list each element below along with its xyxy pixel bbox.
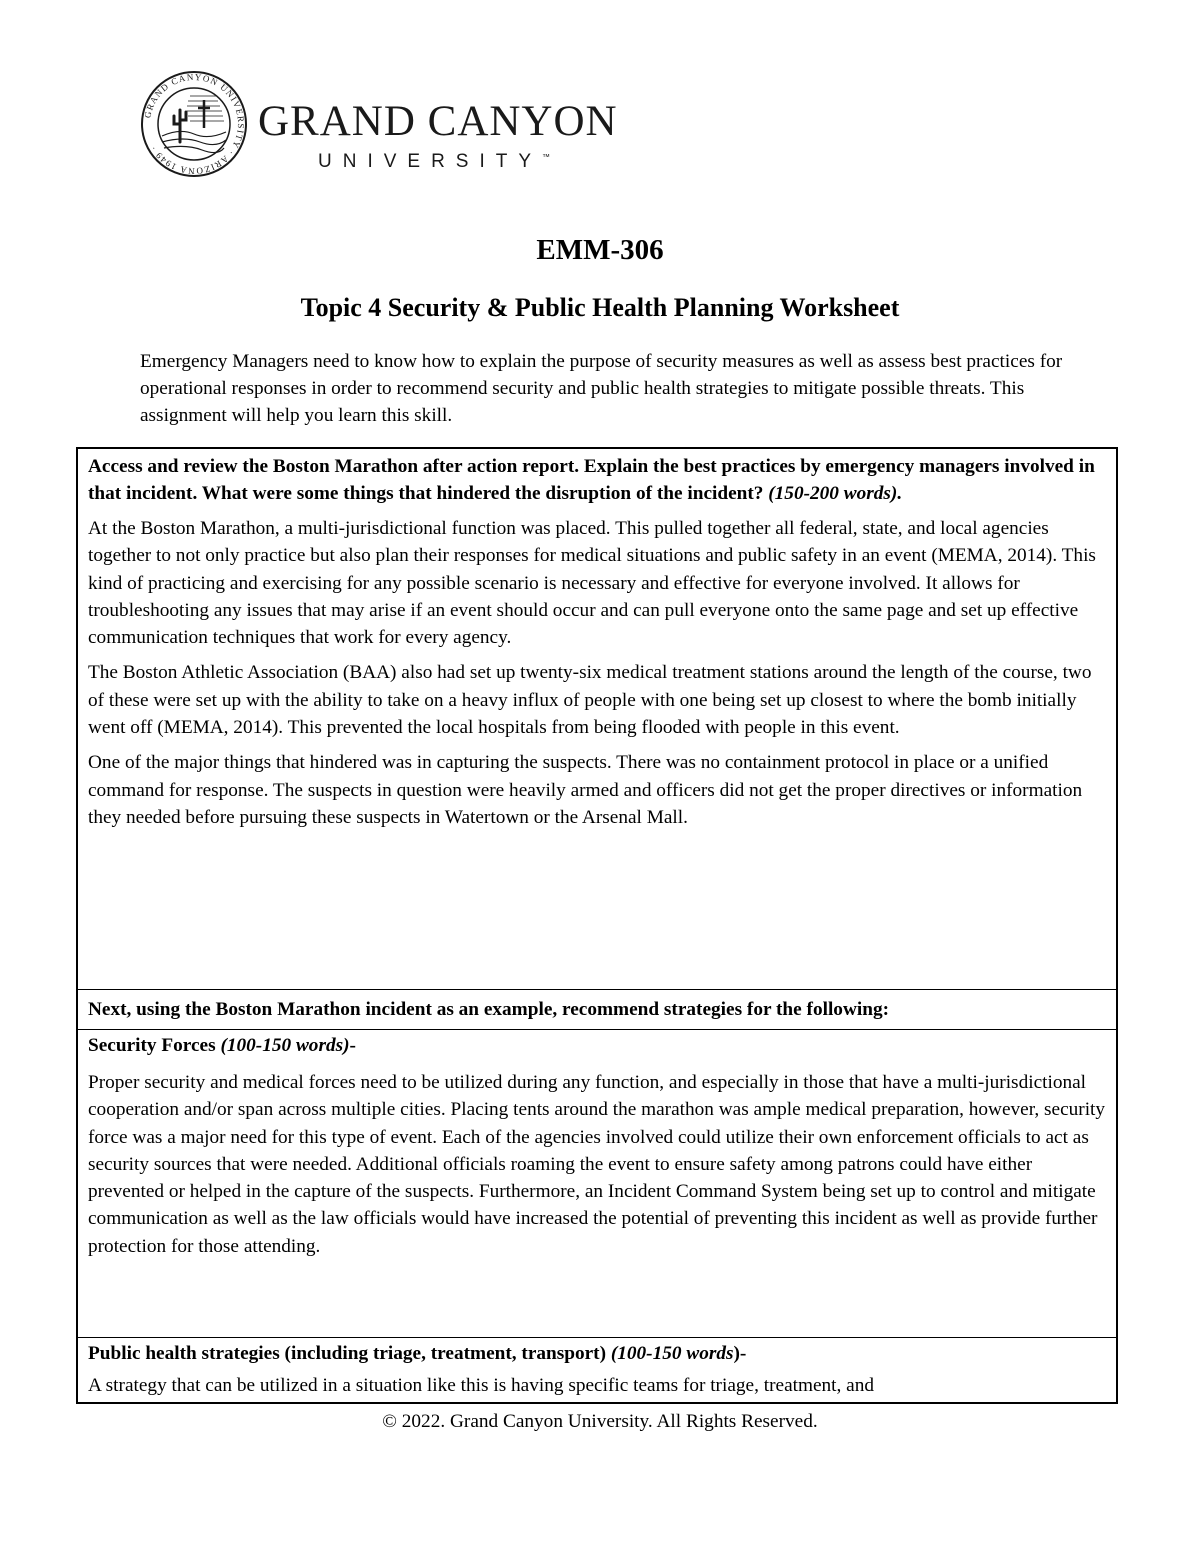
security-forces-cell bbox=[78, 1030, 1116, 1338]
question-text bbox=[88, 453, 1106, 507]
security-forces-heading bbox=[88, 1032, 1106, 1059]
svg-text:GRAND CANYON UNIVERSITY · ARIZ: GRAND CANYON UNIVERSITY · ARIZONA 1949 · bbox=[142, 71, 247, 177]
intro-paragraph: Emergency Managers need to know how to explain the purpose of security measures as well as assess best practices for operational responses in order to recommend security and public health strategies to mitigate possible threats. This assignment will help you learn this skill. bbox=[140, 351, 1063, 426]
university-logo bbox=[140, 70, 620, 180]
public-health-label: Public health strategies (including triage, treatment, transport) bbox=[88, 1343, 611, 1364]
security-forces-label: Security Forces bbox=[88, 1035, 221, 1056]
course-code: EMM-306 bbox=[536, 234, 664, 266]
copyright-footer: © 2022. Grand Canyon University. All Rights Reserved. bbox=[382, 1411, 818, 1432]
university-seal-icon bbox=[140, 70, 248, 178]
public-health-cell bbox=[78, 1338, 1116, 1404]
question-prompt: Access and review the Boston Marathon after action report. Explain the best practices by emergency managers involved in that incident. What were some things that hindered the disruption of the incident? bbox=[88, 456, 1095, 504]
question-cell-best-practices bbox=[78, 449, 1116, 990]
public-health-heading bbox=[88, 1340, 1106, 1367]
strategies-heading-cell bbox=[78, 990, 1116, 1030]
answer-paragraph: Proper security and medical forces need to be utilized during any function, and especially in those that have a multi-jurisdictional cooperation and/or span across multiple cities. Placing tents around the marathon was ample medical preparation, however, security force was a major need for this type of event. Each of the agencies involved could utilize their own enforcement officials to act as security sources that were needed. Additional officials roaming the event to ensure safety among patrons could have either prevented or helped in the capture of the suspects. Furthermore, an Incident Command System being set up to control and mitigate communication as well as the law officials would have increased the potential of preventing this incident as well as provide further protection for those attending. bbox=[88, 1072, 1106, 1257]
answer-paragraph: At the Boston Marathon, a multi-jurisdictional function was placed. This pulled together all federal, state, and local agencies together to not only practice but also plan their responses for medical situations and public safety in an event (MEMA, 2014). This kind of practicing and exercising for any possible scenario is necessary and effective for everyone involved. It allows for troubleshooting any issues that may arise if an event should occur and can pull everyone onto the same page and set up effective communication techniques that work for every agency. bbox=[88, 518, 1096, 649]
answer-paragraph: A strategy that can be utilized in a situation like this is having specific teams for triage, treatment, and bbox=[88, 1375, 875, 1396]
worksheet-table bbox=[76, 447, 1118, 1404]
answer-paragraph: One of the major things that hindered was in capturing the suspects. There was no containment protocol in place or a unified command for response. The suspects in question were heavily armed and officers did not get the proper directives or information they needed before pursuing these suspects in Watertown or the Arsenal Mall. bbox=[88, 752, 1083, 828]
logo-subtitle bbox=[318, 152, 550, 171]
logo-wordmark: GRAND CANYON bbox=[258, 98, 618, 145]
word-count-requirement: (100-150 words) bbox=[220, 1035, 350, 1056]
trademark-mark: ™ bbox=[542, 152, 551, 162]
strategies-heading: Next, using the Boston Marathon incident as an example, recommend strategies for the following: bbox=[88, 999, 890, 1020]
answer-paragraph: The Boston Athletic Association (BAA) also had set up twenty-six medical treatment stations around the length of the course, two of these were set up with the ability to take on a heavy influx of people with one being set up closest to where the bomb initially went off (MEMA, 2014). This prevented the local hospitals from being flooded with people in this event. bbox=[88, 662, 1092, 739]
word-count-requirement: (100-150 words bbox=[610, 1343, 734, 1364]
logo-subtitle-text: UNIVERSITY bbox=[318, 151, 543, 172]
heading-dash: )- bbox=[733, 1343, 747, 1364]
word-count-requirement: (150-200 words). bbox=[768, 483, 903, 504]
heading-dash: - bbox=[349, 1035, 356, 1056]
page-title: Topic 4 Security & Public Health Planning Worksheet bbox=[300, 293, 900, 322]
